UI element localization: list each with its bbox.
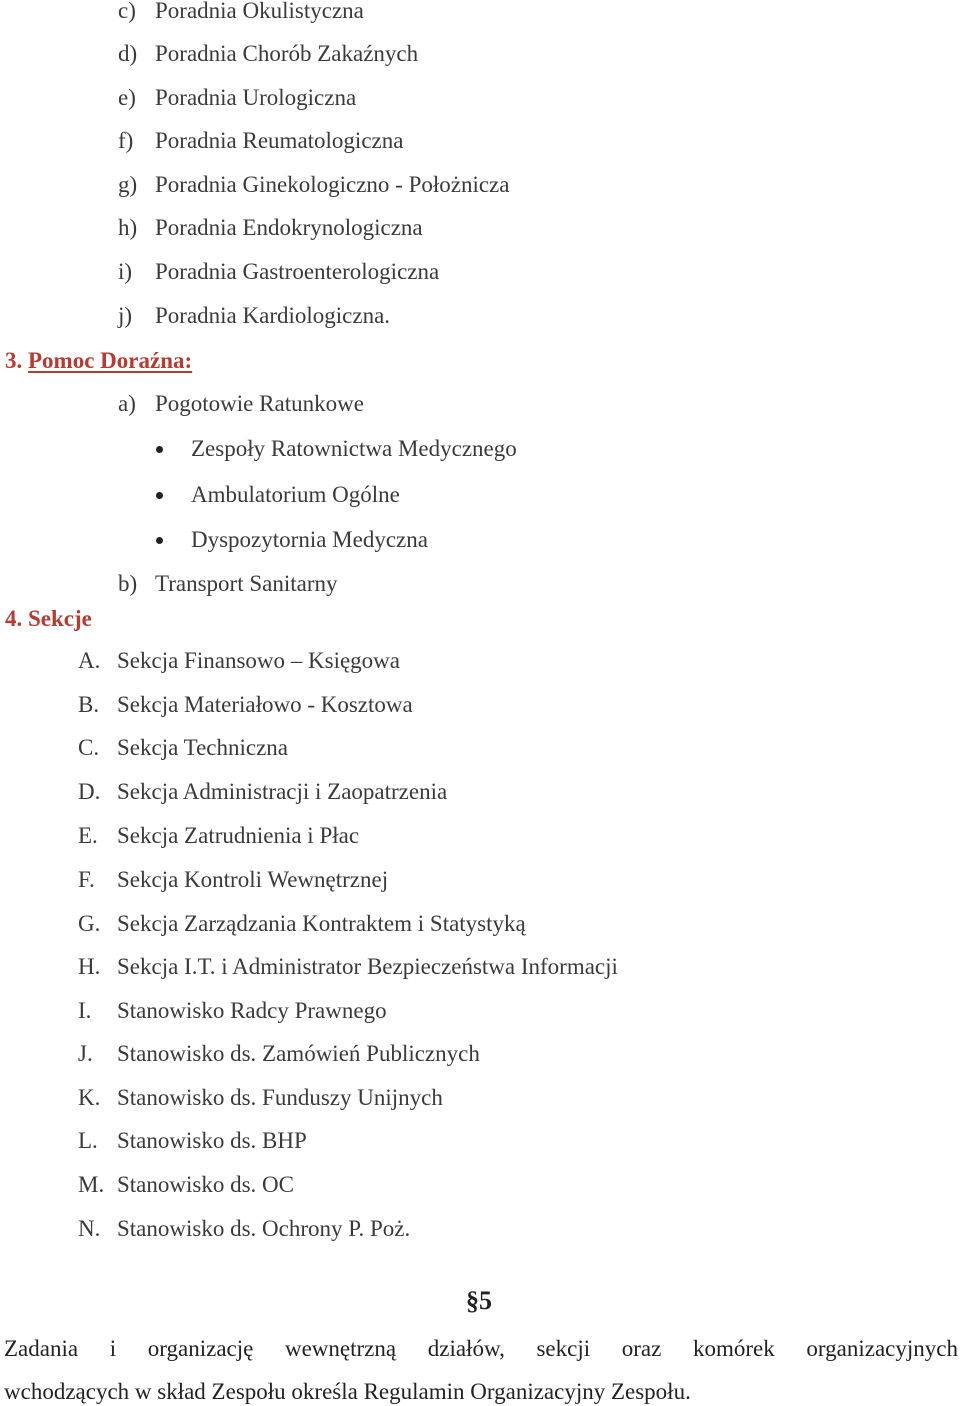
list-item-text: Poradnia Gastroenterologiczna	[155, 259, 440, 284]
section-item-text: Stanowisko ds. Zamówień Publicznych	[117, 1041, 480, 1066]
list-item-label: h)	[118, 215, 138, 240]
section-item-label: I.	[78, 998, 92, 1023]
paragraph-text-line-1: Zadania i organizację wewnętrzną działów, sekcji oraz komórek organizacyjnych	[4, 1336, 958, 1361]
section-3-item-b-text: Transport Sanitarny	[155, 571, 338, 596]
bullet-item: Zespoły Ratownictwa Medycznego	[191, 436, 517, 461]
section-item-text: Stanowisko ds. OC	[117, 1172, 294, 1197]
bullet-item: Dyspozytornia Medyczna	[191, 527, 428, 552]
section-item-label: D.	[78, 779, 101, 804]
section-item-text: Stanowisko ds. Funduszy Unijnych	[117, 1085, 443, 1110]
section-item-text: Stanowisko ds. BHP	[117, 1128, 307, 1153]
section-item-label: L.	[78, 1128, 98, 1153]
section-item-label: B.	[78, 692, 100, 717]
section-item-label: J.	[78, 1041, 93, 1066]
bullet-item: Ambulatorium Ogólne	[191, 482, 400, 507]
section-item-label: M.	[78, 1172, 105, 1197]
section-item-text: Sekcja Zatrudnienia i Płac	[117, 823, 360, 848]
section-4-heading	[5, 605, 92, 633]
list-item-text: Poradnia Ginekologiczno - Położnicza	[155, 172, 510, 197]
list-item-label: j)	[118, 303, 133, 328]
list-item-label: d)	[118, 41, 138, 66]
section-3-title: Pomoc Doraźna:	[28, 348, 193, 373]
section-item-label: K.	[78, 1085, 101, 1110]
list-item-label: e)	[118, 85, 136, 110]
section-3-item-b-label: b)	[118, 571, 138, 596]
list-item-text: Poradnia Okulistyczna	[155, 0, 364, 23]
section-4-title: Sekcje	[28, 606, 92, 631]
section-item-label: E.	[78, 823, 98, 848]
section-item-label: N.	[78, 1216, 101, 1241]
section-item-label: F.	[78, 867, 95, 892]
section-item-label: A.	[78, 648, 101, 673]
section-item-text: Sekcja Materiałowo - Kosztowa	[117, 692, 413, 717]
list-item-label: g)	[118, 172, 138, 197]
section-item-text: Sekcja Zarządzania Kontraktem i Statystyką	[117, 911, 526, 936]
section-item-text: Sekcja Techniczna	[117, 735, 289, 760]
section-3-heading	[5, 347, 192, 375]
section-4-number: 4.	[5, 606, 23, 631]
section-3-number: 3.	[5, 348, 23, 373]
section-item-text: Stanowisko Radcy Prawnego	[117, 998, 387, 1023]
section-3-item-a-label: a)	[118, 391, 136, 416]
bullet-icon	[156, 537, 163, 544]
list-item-text: Poradnia Kardiologiczna.	[155, 303, 391, 328]
section-item-text: Sekcja Administracji i Zaopatrzenia	[117, 779, 448, 804]
list-item-label: i)	[118, 259, 133, 284]
list-item-text: Poradnia Reumatologiczna	[155, 128, 404, 153]
list-item-label: c)	[118, 0, 136, 23]
list-item-label: f)	[118, 128, 134, 153]
section-item-text: Sekcja Finansowo – Księgowa	[117, 648, 400, 673]
section-item-text: Stanowisko ds. Ochrony P. Poż.	[117, 1216, 411, 1241]
paragraph-sign: §5	[466, 1286, 492, 1315]
section-3-item-a-text: Pogotowie Ratunkowe	[155, 391, 364, 416]
section-item-text: Sekcja I.T. i Administrator Bezpieczeństwa Informacji	[117, 954, 618, 979]
list-item-text: Poradnia Endokrynologiczna	[155, 215, 423, 240]
bullet-icon	[156, 492, 163, 499]
paragraph-text-line-2: wchodzących w skład Zespołu określa Regulamin Organizacyjny Zespołu.	[4, 1379, 691, 1404]
bullet-icon	[156, 446, 163, 453]
section-item-text: Sekcja Kontroli Wewnętrznej	[117, 867, 389, 892]
list-item-text: Poradnia Urologiczna	[155, 85, 357, 110]
section-item-label: G.	[78, 911, 101, 936]
list-item-text: Poradnia Chorób Zakaźnych	[155, 41, 419, 66]
section-item-label: H.	[78, 954, 101, 979]
section-item-label: C.	[78, 735, 100, 760]
